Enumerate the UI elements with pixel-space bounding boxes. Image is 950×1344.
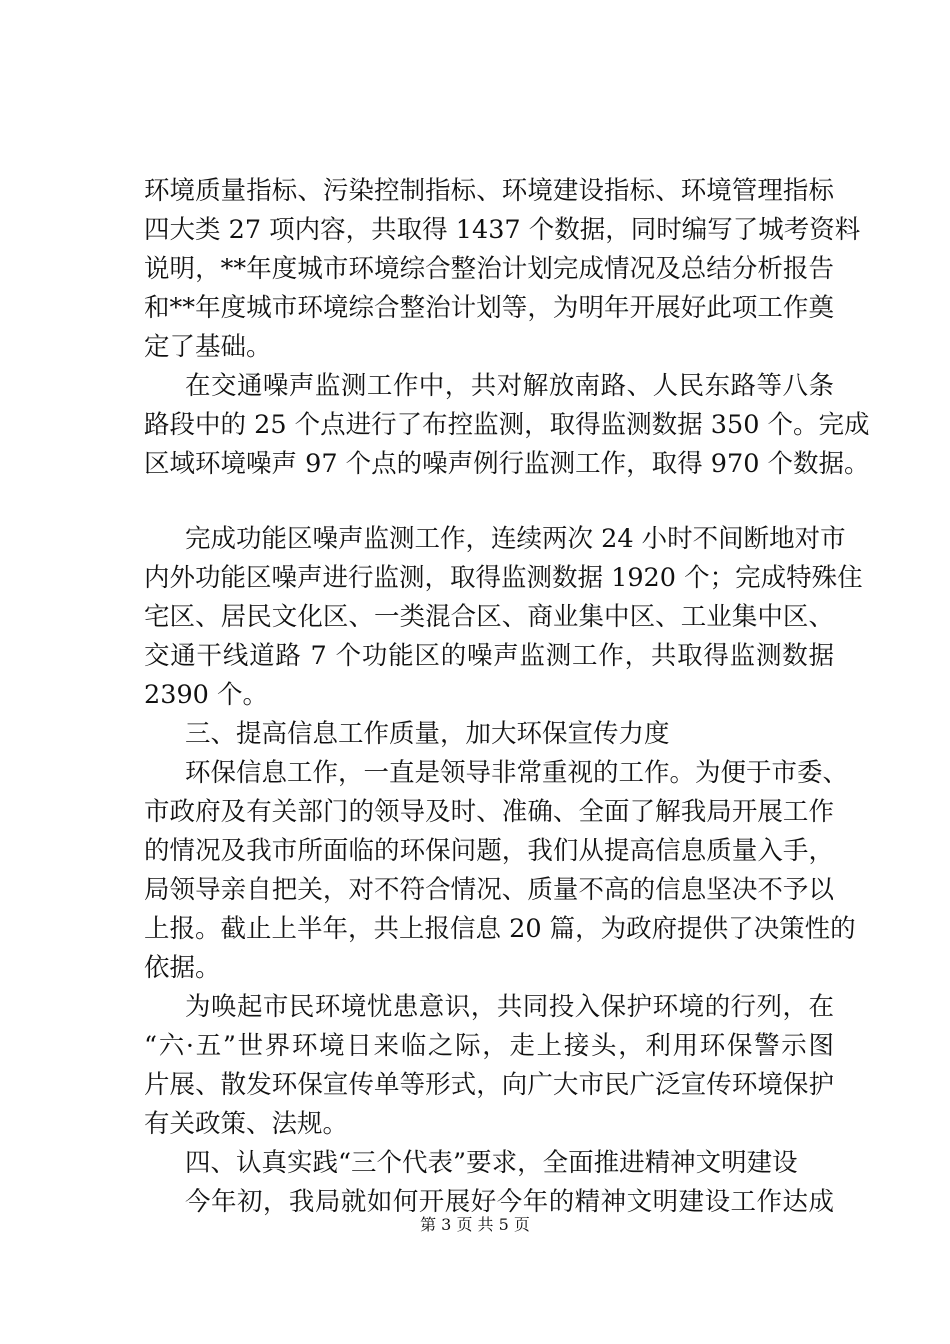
text-line: 区域环境噪声 97 个点的噪声例行监测工作，取得 970 个数据。	[144, 449, 870, 479]
section-heading: 四、认真实践“三个代表”要求，全面推进精神文明建设	[185, 1148, 798, 1178]
paragraph-first-line: 完成功能区噪声监测工作，连续两次 24 小时不间断地对市	[185, 524, 846, 554]
paragraph-first-line: 在交通噪声监测工作中，共对解放南路、人民东路等八条	[185, 371, 834, 401]
text-line: “六·五”世界环境日来临之际，走上接头，利用环保警示图	[144, 1031, 834, 1061]
text-line: 宅区、居民文化区、一类混合区、商业集中区、工业集中区、	[144, 602, 834, 632]
section-heading: 三、提高信息工作质量，加大环保宣传力度	[185, 719, 670, 749]
text-line: 上报。截止上半年，共上报信息 20 篇，为政府提供了决策性的	[144, 914, 856, 944]
text-line: 局领导亲自把关，对不符合情况、质量不高的信息坚决不予以	[144, 875, 834, 905]
paragraph-first-line: 为唤起市民环境忧患意识，共同投入保护环境的行列，在	[185, 992, 834, 1022]
text-line: 路段中的 25 个点进行了布控监测，取得监测数据 350 个。完成	[144, 410, 870, 440]
paragraph-first-line: 环保信息工作，一直是领导非常重视的工作。为便于市委、	[185, 758, 849, 788]
text-line: 有关政策、法规。	[144, 1109, 349, 1139]
paragraph-first-line: 今年初，我局就如何开展好今年的精神文明建设工作达成	[185, 1187, 834, 1217]
text-line: 定了基础。	[144, 332, 272, 362]
text-line: 交通干线道路 7 个功能区的噪声监测工作，共取得监测数据	[144, 641, 834, 671]
text-line: 依据。	[144, 953, 221, 983]
text-line: 内外功能区噪声进行监测，取得监测数据 1920 个；完成特殊住	[144, 563, 863, 593]
page-number-footer: 第 3 页 共 5 页	[420, 1215, 530, 1234]
text-line: 说明，**年度城市环境综合整治计划完成情况及总结分析报告	[144, 254, 834, 284]
text-line: 2390 个。	[144, 680, 269, 710]
text-line: 的情况及我市所面临的环保问题，我们从提高信息质量入手，	[144, 836, 834, 866]
text-line: 和**年度城市环境综合整治计划等，为明年开展好此项工作奠	[144, 293, 834, 323]
text-line: 片展、散发环保宣传单等形式，向广大市民广泛宣传环境保护	[144, 1070, 834, 1100]
text-line: 环境质量指标、污染控制指标、环境建设指标、环境管理指标	[144, 176, 834, 206]
text-line: 四大类 27 项内容，共取得 1437 个数据，同时编写了城考资料	[144, 215, 861, 245]
text-line: 市政府及有关部门的领导及时、准确、全面了解我局开展工作	[144, 797, 834, 827]
